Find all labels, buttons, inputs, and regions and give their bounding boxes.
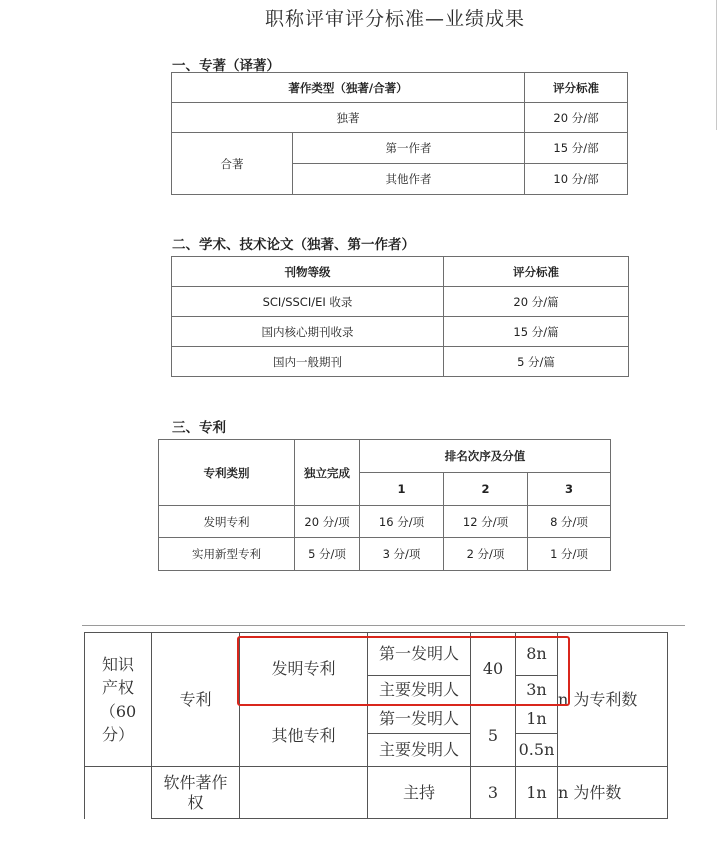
invention-points-cell: 40 [471, 633, 516, 705]
software-factor-cell: 1n [516, 767, 558, 819]
invention-patent-cell: 发明专利 [240, 633, 368, 705]
first-score-cell: 15 分/部 [525, 133, 628, 164]
col-header-solo: 独立完成 [295, 440, 360, 506]
table-row-rank3: 1 分/项 [528, 538, 611, 571]
table-row-type: 发明专利 [159, 506, 295, 538]
inv-main-inventor-cell: 主要发明人 [368, 676, 471, 705]
oth-main-factor-cell: 0.5n [516, 734, 558, 767]
first-author-cell: 第一作者 [293, 133, 525, 164]
other-author-cell: 其他作者 [293, 164, 525, 195]
oth-first-inventor-cell: 第一发明人 [368, 705, 471, 734]
table-row-rank2: 2 分/项 [444, 538, 528, 571]
col-header-work-type: 著作类型（独著/合著） [172, 73, 525, 103]
table-row-score: 5 分/篇 [444, 347, 629, 377]
ip-category-empty-cell [85, 767, 152, 819]
software-note-cell: n 为件数 [558, 767, 668, 819]
table-row-rank1: 3 分/项 [360, 538, 444, 571]
host-cell: 主持 [368, 767, 471, 819]
rank-2-header: 2 [444, 473, 528, 506]
section2-heading: 二、学术、技术论文（独著、第一作者） [172, 237, 415, 253]
table-row-rank3: 8 分/项 [528, 506, 611, 538]
edge-marker [716, 0, 721, 130]
table-row-score: 20 分/篇 [444, 287, 629, 317]
col-header-journal-level: 刊物等级 [172, 257, 444, 287]
col-header-patent-type: 专利类别 [159, 440, 295, 506]
paper-table [171, 256, 629, 377]
highlight-box [237, 636, 570, 706]
software-label: 软件著作权 [163, 772, 228, 812]
col-header-rank: 排名次序及分值 [360, 440, 611, 473]
rank-1-header: 1 [360, 473, 444, 506]
inv-first-factor-cell: 8n [516, 633, 558, 676]
table-row-score: 15 分/篇 [444, 317, 629, 347]
monograph-table [171, 72, 628, 195]
table-row-solo: 5 分/项 [295, 538, 360, 571]
inv-main-factor-cell: 3n [516, 676, 558, 705]
other-points-cell: 5 [471, 705, 516, 767]
other-patent-cell: 其他专利 [240, 705, 368, 767]
patent-cell: 专利 [152, 633, 240, 767]
software-blank-cell [240, 767, 368, 819]
table-row-level: SCI/SSCI/EI 收录 [172, 287, 444, 317]
table-row-rank2: 12 分/项 [444, 506, 528, 538]
table-row-type: 实用新型专利 [159, 538, 295, 571]
inv-first-inventor-cell: 第一发明人 [368, 633, 471, 676]
solo-score-cell: 20 分/部 [525, 103, 628, 133]
col-header-score: 评分标准 [444, 257, 629, 287]
ip-category-label: 知识产权（60分） [99, 655, 137, 744]
table-row-rank1: 16 分/项 [360, 506, 444, 538]
co-author-cell: 合著 [172, 133, 293, 195]
rank-3-header: 3 [528, 473, 611, 506]
table-row-solo: 20 分/项 [295, 506, 360, 538]
table-row-level: 国内一般期刊 [172, 347, 444, 377]
ip-category-cell [85, 633, 152, 767]
section3-heading: 三、专利 [172, 420, 226, 436]
patent-note-cell: n 为专利数 [558, 633, 668, 767]
solo-author-cell: 独著 [172, 103, 525, 133]
software-points-cell: 3 [471, 767, 516, 819]
page-title: 职称评审评分标准—业绩成果 [264, 8, 525, 30]
table-row-level: 国内核心期刊收录 [172, 317, 444, 347]
other-score-cell: 10 分/部 [525, 164, 628, 195]
patent-table [158, 439, 611, 571]
oth-first-factor-cell: 1n [516, 705, 558, 734]
section1-heading: 一、专著（译著） [172, 58, 280, 74]
col-header-score: 评分标准 [525, 73, 628, 103]
software-cell [152, 767, 240, 819]
oth-main-inventor-cell: 主要发明人 [368, 734, 471, 767]
